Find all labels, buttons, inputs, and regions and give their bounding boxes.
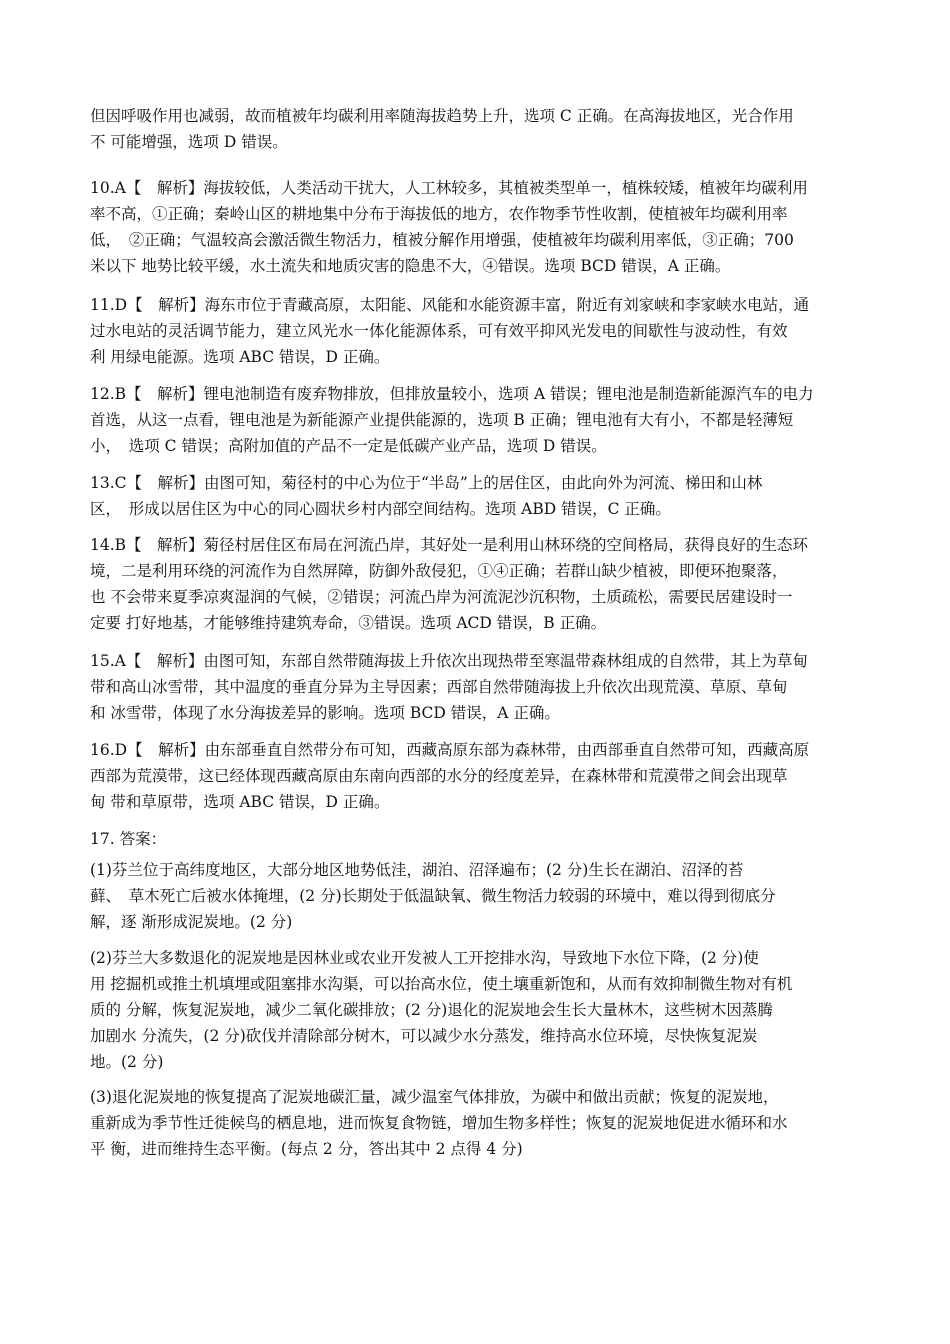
text-line: 质的 分解，恢复泥炭地，减少二氧化碳排放；(2 分)退化的泥炭地会生长大量林木，这些树木因蒸腾 — [90, 1001, 773, 1019]
text-line: 解，逐 渐形成泥炭地。(2 分) — [90, 913, 293, 931]
text-line: 首选，从这一点看，锂电池是为新能源产业提供能源的，选项 B 正确；锂电池有大有小，不都是轻薄短 — [90, 411, 794, 429]
paragraph-q9-continued — [90, 103, 865, 155]
text-line: 甸 带和草原带，选项 ABC 错误，D 正确。 — [90, 793, 390, 811]
text-line: 不 可能增强，选项 D 错误。 — [90, 133, 288, 151]
paragraph-q17-part1 — [90, 857, 865, 935]
text-line: 率不高，①正确；秦岭山区的耕地集中分布于海拔低的地方，农作物季节性收割，使植被年均碳利用率 — [90, 205, 788, 223]
paragraph-q12 — [90, 381, 865, 459]
text-line: 但因呼吸作用也减弱，故而植被年均碳利用率随海拔趋势上升，选项 C 正确。在高海拔地区，光合作用 — [90, 107, 794, 125]
paragraph-q17-part2 — [90, 945, 865, 1075]
paragraph-q14 — [90, 532, 865, 636]
text-line: (3)退化泥炭地的恢复提高了泥炭地碳汇量，减少温室气体排放，为碳中和做出贡献；恢复的泥炭地， — [90, 1088, 779, 1106]
text-line: 也 不会带来夏季凉爽湿润的气候，②错误；河流凸岸为河流泥沙沉积物，土质疏松，需要民居建设时一 — [90, 588, 793, 606]
text-line: 境，二是利用环绕的河流作为自然屏障，防御外敌侵犯，①④正确；若群山缺少植被，即便环抱聚落， — [90, 562, 788, 580]
text-line: 重新成为季节性迁徙候鸟的栖息地，进而恢复食物链，增加生物多样性；恢复的泥炭地促进水循环和水 — [90, 1114, 788, 1132]
text-line: 低， ②正确；气温较高会激活微生物活力，植被分解作用增强，使植被年均碳利用率低，③正确；700 — [90, 231, 794, 249]
text-line: 12.B【 解析】锂电池制造有废弃物排放，但排放量较小，选项 A 错误；锂电池是制造新能源汽车的电力 — [90, 385, 814, 403]
paragraph-q16 — [90, 737, 865, 815]
paragraph-q11 — [90, 292, 865, 370]
text-line: 13.C【 解析】由图可知，菊径村的中心为位于“半岛”上的居住区，由此向外为河流、梯田和山林 — [90, 474, 763, 492]
text-line: 小， 选项 C 错误；高附加值的产品不一定是低碳产业产品，选项 D 错误。 — [90, 437, 607, 455]
text-line: (1)芬兰位于高纬度地区，大部分地区地势低洼，湖泊、沼泽遍布；(2 分)生长在湖泊、沼泽的苔 — [90, 861, 744, 879]
text-line: 利 用绿电能源。选项 ABC 错误，D 正确。 — [90, 348, 390, 366]
text-line: 带和高山冰雪带，其中温度的垂直分异为主导因素；西部自然带随海拔上升依次出现荒漠、草原、草甸 — [90, 678, 788, 696]
text-line: 11.D【 解析】海东市位于青藏高原，太阳能、风能和水能资源丰富，附近有刘家峡和李家峡水电站，通 — [90, 296, 810, 314]
paragraph-q13 — [90, 470, 865, 522]
text-line: 定要 打好地基，才能够维持建筑寿命，③错误。选项 ACD 错误，B 正确。 — [90, 614, 607, 632]
paragraph-q15 — [90, 648, 865, 726]
text-line: 过水电站的灵活调节能力，建立风光水一体化能源体系，可有效平抑风光发电的间歇性与波动性，有效 — [90, 322, 788, 340]
text-line: 西部为荒漠带，这已经体现西藏高原由东南向西部的水分的经度差异，在森林带和荒漠带之间会出现草 — [90, 767, 788, 785]
text-line: 区， 形成以居住区为中心的同心圆状乡村内部空间结构。选项 ABD 错误，C 正确。 — [90, 500, 671, 518]
text-line: (2)芬兰大多数退化的泥炭地是因林业或农业开发被人工开挖排水沟，导致地下水位下降，(2 分)使 — [90, 949, 759, 967]
paragraph-q10 — [90, 175, 865, 279]
text-line: 藓、 草木死亡后被水体掩埋，(2 分)长期处于低温缺氧、微生物活力较弱的环境中，难以得到彻底分 — [90, 887, 776, 905]
text-line: 10.A【 解析】海拔较低，人类活动干扰大，人工林较多，其植被类型单一，植株较矮，植被年均碳利用 — [90, 179, 808, 197]
question-heading: 17. 答案： — [90, 830, 167, 848]
text-line: 15.A【 解析】由图可知，东部自然带随海拔上升依次出现热带至寒温带森林组成的自然带，其上为草甸 — [90, 652, 808, 670]
text-line: 平 衡，进而维持生态平衡。(每点 2 分，答出其中 2 点得 4 分) — [90, 1140, 523, 1158]
paragraph-q17-part3 — [90, 1084, 865, 1162]
text-line: 加剧水 分流失，(2 分)砍伐并清除部分树木，可以减少水分蒸发，维持高水位环境，尽快恢复泥炭 — [90, 1027, 758, 1045]
text-line: 16.D【 解析】由东部垂直自然带分布可知，西藏高原东部为森林带，由西部垂直自然带可知，西藏高原 — [90, 741, 810, 759]
text-line: 地。(2 分) — [90, 1053, 164, 1071]
text-line: 和 冰雪带，体现了水分海拔差异的影响。选项 BCD 错误，A 正确。 — [90, 704, 560, 722]
text-line: 14.B【 解析】菊径村居住区布局在河流凸岸，其好处一是利用山林环绕的空间格局，获得良好的生态环 — [90, 536, 809, 554]
text-line: 用 挖掘机或推土机填埋或阻塞排水沟渠，可以抬高水位，使土壤重新饱和，从而有效抑制微生物对有机 — [90, 975, 793, 993]
paragraph-q17-heading — [90, 826, 865, 852]
text-line: 米以下 地势比较平缓，水土流失和地质灾害的隐患不大，④错误。选项 BCD 错误，A 正确。 — [90, 257, 731, 275]
